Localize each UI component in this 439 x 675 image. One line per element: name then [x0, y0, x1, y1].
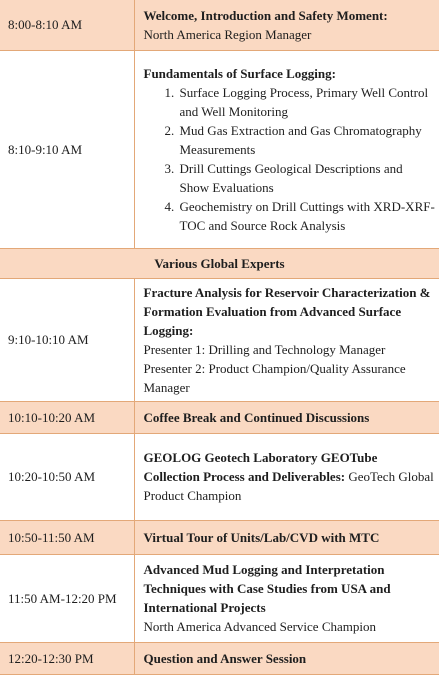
agenda-row — [0, 50, 439, 248]
section-band: Various Global Experts — [0, 248, 439, 278]
description-cell — [134, 433, 439, 520]
presenter: North America Region Manager — [143, 26, 312, 42]
description-cell — [134, 520, 439, 554]
time-cell: 10:50-11:50 AM — [0, 520, 134, 554]
time-cell: 12:20-12:30 PM — [0, 642, 134, 674]
session-title: Advanced Mud Logging and Interpretation Techniques with Case Studies from USA and International Projects — [143, 562, 391, 615]
session-title: Question and Answer Session — [143, 650, 307, 666]
time-cell: 8:00-8:10 AM — [0, 0, 134, 50]
presenter: Presenter 1: Drilling and Technology Manager — [143, 341, 386, 357]
description-cell — [134, 554, 439, 642]
description-cell — [134, 401, 439, 433]
agenda-row — [0, 554, 439, 642]
topic-list — [144, 83, 436, 235]
list-item: 4. Geochemistry on Drill Cuttings with XRD-XRF-TOC and Source Rock Analysis — [178, 197, 436, 235]
list-item: 3. Drill Cuttings Geological Descriptions and Show Evaluations — [178, 159, 436, 197]
presenter: GeoTech Global Product Champion — [143, 469, 434, 503]
list-item: 1. Surface Logging Process, Primary Well Control and Well Monitoring — [178, 83, 436, 121]
agenda-row — [0, 642, 439, 674]
agenda-row — [0, 0, 439, 50]
agenda-row — [0, 520, 439, 554]
session-title: Welcome, Introduction and Safety Moment: — [143, 7, 388, 23]
agenda-row — [0, 401, 439, 433]
agenda-row — [0, 433, 439, 520]
session-title: Coffee Break and Continued Discussions — [143, 409, 370, 425]
time-cell: 10:20-10:50 AM — [0, 433, 134, 520]
time-cell: 11:50 AM-12:20 PM — [0, 554, 134, 642]
presenter: North America Advanced Service Champion — [143, 619, 376, 634]
presenter: Presenter 2: Product Champion/Quality Assurance Manager — [143, 360, 406, 395]
session-title: Fracture Analysis for Reservoir Characterization & Formation Evaluation from Advanced Surface Logging: — [143, 284, 431, 338]
time-cell: 10:10-10:20 AM — [0, 401, 134, 433]
agenda-band-row — [0, 248, 439, 278]
agenda-row — [0, 278, 439, 401]
description-cell — [134, 642, 439, 674]
description-cell — [134, 0, 439, 50]
session-title: Fundamentals of Surface Logging: — [143, 65, 336, 81]
session-title: Virtual Tour of Units/Lab/CVD with MTC — [143, 529, 380, 545]
description-cell — [134, 50, 439, 248]
list-item: 2. Mud Gas Extraction and Gas Chromatography Measurements — [178, 121, 436, 159]
time-cell: 9:10-10:10 AM — [0, 278, 134, 401]
session-title: GEOLOG Geotech Laboratory GEOTube Collection Process and Deliverables: — [143, 450, 378, 484]
time-cell: 8:10-9:10 AM — [0, 50, 134, 248]
description-cell — [134, 278, 439, 401]
